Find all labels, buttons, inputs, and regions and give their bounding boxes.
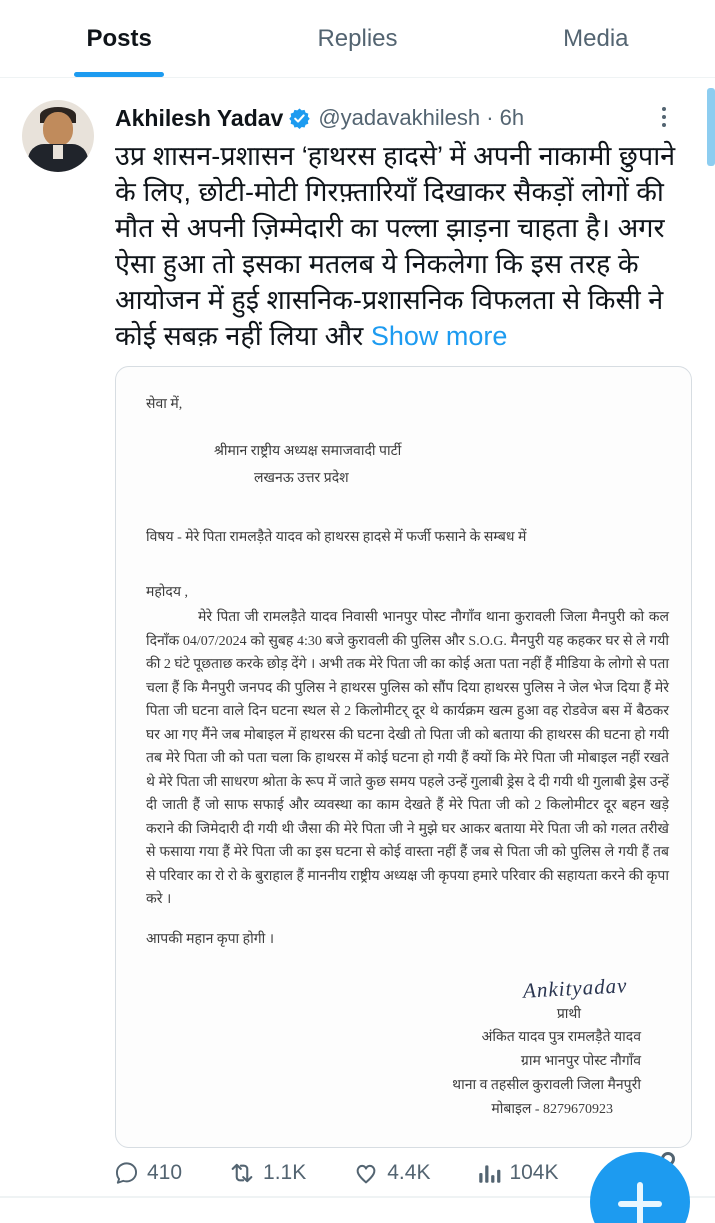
avatar[interactable] (22, 100, 94, 172)
author-name[interactable]: Akhilesh Yadav (115, 104, 284, 131)
reply-count: 410 (147, 1161, 183, 1184)
letter-subject: विषय - मेरे पिता रामलड़ैते यादव को हाथरस हादसे में फर्जी फसाने के सम्बध में (146, 530, 527, 545)
repost-icon (228, 1159, 256, 1187)
repost-count: 1.1K (263, 1161, 307, 1184)
letter-greeting: महोदय , (146, 585, 188, 600)
letter-signature: Ankityadav (521, 972, 628, 1003)
like-icon (352, 1159, 380, 1187)
letter-closing: आपकी महान कृपा होगी । (146, 931, 275, 947)
tab-replies[interactable] (238, 0, 476, 77)
letter-designation: प्राथी (556, 1006, 581, 1022)
letter-sender-village: ग्राम भानपुर पोस्ट नौगाँव (520, 1053, 641, 1069)
letter-salutation: सेवा में, (146, 397, 183, 412)
more-menu-icon[interactable] (653, 102, 675, 132)
tweet-text (115, 138, 695, 354)
tweet-header (115, 101, 655, 135)
tab-media[interactable] (477, 0, 715, 77)
view-count: 104K (509, 1161, 559, 1184)
tab-media-label: Media (563, 24, 629, 52)
active-tab-underline (74, 72, 164, 77)
letter-addressee-line2: लखनऊ उत्तर प्रदेश (254, 471, 349, 486)
profile-tab-bar (0, 0, 715, 78)
tab-posts-label: Posts (86, 24, 152, 52)
like-count: 4.4K (387, 1161, 431, 1184)
plus-icon-vertical (637, 1182, 643, 1223)
author-handle-time[interactable]: @yadavakhilesh · 6h (318, 105, 525, 130)
scrollbar-thumb[interactable] (707, 88, 715, 166)
letter-signature-block (146, 972, 669, 1122)
show-more-link[interactable]: Show more (370, 321, 508, 351)
tweet-action-bar (113, 1152, 583, 1194)
tweet-text-body: उप्र शासन-प्रशासन ‘हाथरस हादसे’ में अपनी नाकामी छुपाने के लिए, छोटी-मोटी गिरफ़्तारियाँ दिखाकर सैकड़ों लोगों की मौत से अपनी ज़िम्मेदारी का पल्ला झाड़ना चाहता है। अगर ऐसा हुआ तो इसका मतलब ये निकलेगा कि इस तरह के आयोजन में हुई शासनिक-प्रशासनिक विफलता से किसी ने कोई सबक़ नहीं लिया और (115, 141, 676, 351)
letter-sender-district: थाना व तहसील कुरावली जिला मैनपुरी (452, 1077, 641, 1093)
analytics-icon (476, 1160, 502, 1186)
like-button[interactable] (352, 1159, 430, 1187)
views-button[interactable] (476, 1160, 558, 1186)
tab-posts[interactable] (0, 0, 238, 77)
verified-badge-icon (288, 107, 311, 130)
avatar-collar (53, 145, 63, 159)
tab-replies-label: Replies (317, 24, 398, 52)
letter-addressee-line1: श्रीमान राष्ट्रीय अध्यक्ष समाजवादी पार्टी (214, 444, 402, 459)
letter-sender-mobile: मोबाइल - 8279670923 (491, 1101, 613, 1117)
avatar-face (43, 112, 73, 146)
letter-sender-name: अंकित यादव पुत्र रामलड़ैते यादव (481, 1029, 641, 1045)
repost-button[interactable] (228, 1159, 306, 1187)
reply-button[interactable] (113, 1160, 182, 1187)
compose-fab-button[interactable] (590, 1152, 690, 1223)
letter-body: मेरे पिता जी रामलड़ैते यादव निवासी भानपुर पोस्ट नौगाँव थाना कुरावली जिला मैनपुरी को कल दिनाँक 04/07/2024 को सुबह 4:30 बजे कुरावली की पुलिस और S.O.G. मैनपुरी यह कहकर घर से ले गयी की 2 घंटे पूछताछ करके छोड़ देंगे । अभी तक मेरे पिता जी का कोई अता पता नहीं हैं मीडिया के लोगो से पता चला हैं कि मैनपुरी जनपद की पुलिस ने हाथरस पुलिस को सौंप दिया हाथरस पुलिस ने जेल भेज दिया हैं मेरे पिता जी घटना वाले दिन घटना स्थल से 2 किलोमीटर् दूर थे कार्यक्रम खत्म हुआ वह रोडवेज बस में बैठकर घर आ गए मैंने जब मोबाइल में हाथरस की घटना देखी तो पिता जी को बताया की हाथरस की घटना हो गयी तब मेरे पिता जी को पता चला कि हाथरस में कोई घटना हो गयी हैं क्यों कि मेरे पिता जी मोबाइल नहीं रखते थे मेरे पिता जी साधरण श्रोता के रूप में जाते कुछ समय पहले उन्हें गुलाबी ड्रेस दे दी गयी थी गुलाबी ड्रेस उन्हें दी जाती हैं जो साफ सफाई और व्यवस्था का काम देखते हैं मेरे पिता जी को 2 किलोमीटर दूर बहन खड़े कराने की जिमेदारी दी गयी थी जैसा की मेरे पिता जी ने मुझे घर आकर बताया मेरे पिता जी को गलत तरीखे से फसाया गया हैं मेरे पिता जी का इस घटना से कोई वास्ता नहीं हैं जब से पिता जी को पुलिस ले गयी हैं तब से परिवार का रो रो के बुराहाल हैं माननीय राष्ट्रीय अध्यक्ष जी कृपया हमारे परिवार की सहायता करने की कृपा करे । (146, 610, 669, 907)
reply-icon (113, 1160, 140, 1187)
tweet-image-letter[interactable] (115, 366, 692, 1148)
